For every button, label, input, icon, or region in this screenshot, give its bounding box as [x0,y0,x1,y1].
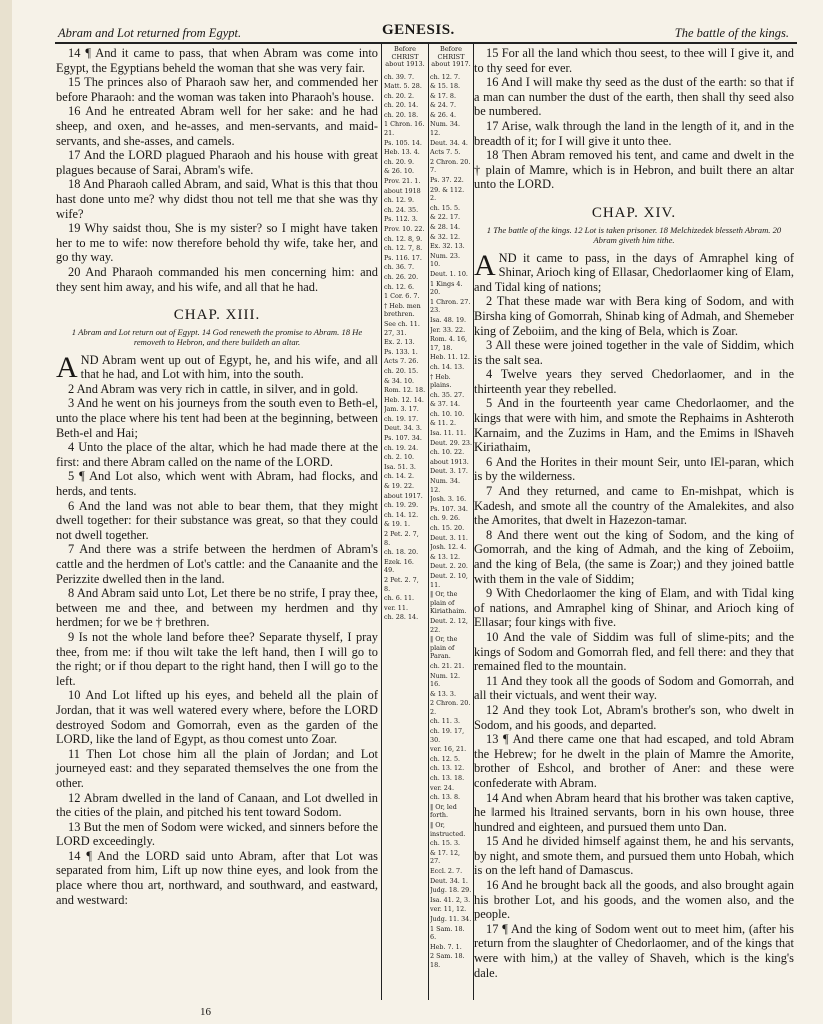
cross-reference: & 17. 12, 27. [430,848,461,866]
cross-reference: ch. 12. 6. [384,282,415,291]
cross-reference: Deut. 2. 12, 22. [430,616,468,634]
cross-reference: Acts 7. 5. [430,148,461,157]
chapter-13-opening-verse [56,350,378,384]
cross-reference: Num. 34. 12. [430,120,460,138]
verse: 10 And the vale of Siddim was full of slime-pits; and the kings of Sodom and Gomorrah fled, and fell there: and they that remained fled to the mountain. [474,629,794,674]
cross-reference: ch. 20. 14. [384,101,419,110]
verse: 6 And the Horites in their mount Seir, unto ‖El-paran, which is by the wilderness. [474,454,794,484]
cross-reference: ch. 12. 8, 9. [384,234,423,243]
cross-reference: ‖ Or, the plain of Paran. [430,635,458,661]
verse: 19 Why saidst thou, She is my sister? so I might have taken her to me to wife: now therefore behold thy wife, take her, and go thy way. [56,221,378,265]
header-rule [55,42,797,44]
text-column-left [56,46,378,907]
cross-reference: Heb. 12. 14. [384,395,424,404]
opening-verse-text: ND Abram went up out of Egypt, he, and his wife, and all that he had, and Lot with him, into the south. [80,352,378,382]
chapter-summary-13: 1 Abram and Lot return out of Egypt. 14 God reneweth the promise to Abram. 18 He removeth to Hebron, and there buildeth an altar. [71,326,363,347]
cross-reference: ch. 21. 21. [430,661,465,670]
verse: 15 And he divided himself against them, he and his servants, by night, and smote them, and pursued them unto Hobah, which is on the left hand of Damascus. [474,834,794,878]
cross-reference: 2 Sam. 18. 18. [430,952,465,969]
cross-reference: ch. 20. 9. [384,157,415,166]
verse: 3 And he went on his journeys from the south even to Beth-el, unto the place where his tent had been at the beginning, between Beth-el and Hai; [56,396,378,440]
cross-reference: ver. 11, 12. [430,905,467,914]
cross-reference: 2 Chron. 20. 7. [430,157,471,175]
cross-reference: Deut. 34. 1. [430,876,468,885]
cross-reference: Rom. 4. 16, 17, 18. [430,335,468,352]
cross-reference: Deut. 34. 3. [384,424,422,433]
cross-reference: ch. 19. 17, 30. [430,727,465,744]
cross-reference: ch. 15. 20. [430,524,465,532]
cross-reference: ch. 36. 7. [384,263,415,272]
verse: 17 Arise, walk through the land in the length of it, and in the breadth of it; for I will give it unto thee. [474,118,794,148]
cross-reference: ‖ Or, the plain of Kiriathaim. [430,590,467,616]
cross-reference: Jer. 33. 22. [430,325,466,334]
ref-heading: Before CHRIST about 1913. [385,46,425,68]
verse: 17 ¶ And the king of Sodom went out to meet him, (after his return from the slaughter of Chedorlaomer, and of the kings that were with him,) at the valley of Shaveh, which is the king's dale. [474,921,794,980]
cross-reference: & 15. 18. [430,82,461,91]
verses-chapter-13 [56,382,378,907]
cross-reference: ch. 12. 7. [430,72,461,81]
cross-reference: ch. 11. 3. [430,717,461,726]
verse: 4 Unto the place of the altar, which he had made there at the first: and there Abram called on the name of the LORD. [56,440,378,469]
cross-reference: ver. 11. [384,603,408,612]
verse: 15 For all the land which thou seest, to thee will I give it, and to thy seed for ever. [474,46,794,75]
cross-reference: 1 Sam. 18. 6. [430,924,465,942]
cross-reference: Ps. 116. 17. [384,253,422,262]
cross-reference: Matt. 5. 28. [384,82,422,91]
cross-reference: Prov. 10. 22. [384,225,425,233]
marginal-references-b [430,46,472,971]
cross-reference: Ps. 107. 34. [430,504,468,513]
cross-reference: 2 Chron. 20. 2. [430,699,471,716]
cross-reference: Heb. 7. 1. [430,942,462,951]
verse: 12 Abram dwelled in the land of Canaan, and Lot dwelled in the cities of the plain, and pitched his tent toward Sodom. [56,790,378,820]
cross-reference: ch. 35. 27. [430,390,465,399]
verse: 13 ¶ And there came one that had escaped, and told Abram the Hebrew; for he dwelt in the plain of Mamre the Amorite, brother of Eshcol, and brother of Aner: and these were confederate with Abram. [474,732,794,790]
cross-reference: & 34. 10. [384,376,415,385]
verse: 5 ¶ And Lot also, which went with Abram, had flocks, and herds, and tents. [56,469,378,499]
cross-reference: ch. 24. 35. [384,205,419,214]
cross-reference: ch. 19. 24. [384,443,419,452]
running-head-left: Abram and Lot returned from Egypt. [58,26,242,40]
cross-reference: Prov. 21. 1. [384,177,421,186]
cross-reference: & 19. 22. [384,482,415,491]
cross-reference: Isa. 41. 2, 3. [430,895,471,904]
cross-reference: ver. 16, 21. [430,745,467,754]
cross-reference: Rom. 12. 18. [384,386,426,395]
cross-reference: ch. 10. 22. [430,448,465,457]
verse: 8 And there went out the king of Sodom, and the king of Gomorrah, and the king of Admah, and the king of Zeboiim, and the king of Bela, (the same is Zoar;) and they joined battle with them in the vale of Siddim; [474,527,794,586]
cross-reference: ch. 15. 5. [430,203,461,212]
cross-reference: 1 Chron. 27. 23. [430,297,471,315]
cross-reference: ‖ Or, instructed. [430,821,466,838]
verse: 13 But the men of Sodom were wicked, and sinners before the LORD exceedingly. [56,819,378,849]
cross-reference: Heb. 13. 4. [384,148,420,157]
verse: 20 And Pharaoh commanded his men concerning him: and they sent him away, and his wife, and all that he had. [56,264,378,294]
cross-reference: about 1917. [384,491,423,500]
text-column-right [474,46,794,980]
cross-reference: Isa. 51. 3. [384,462,416,471]
cross-reference: 2 Pet. 2. 7, 8. [384,530,419,547]
cross-reference: & 13. 12. [430,552,461,561]
cross-reference: ch. 12. 9. [384,196,415,205]
cross-reference: Deut. 2. 10, 11. [430,571,468,589]
cross-reference: Heb. 11. 12. [430,353,470,362]
verse: 11 And they took all the goods of Sodom and Gomorrah, and all their victuals, and went their way. [474,673,794,703]
cross-reference: & 28. 14. [430,223,461,231]
cross-reference: † Heb. men brethren. [384,301,421,319]
cross-reference: Deut. 2. 20. [430,562,468,571]
cross-reference: about 1913. [430,457,469,466]
cross-reference: & 26. 4. [430,110,457,119]
cross-reference: about 1918 [384,186,421,195]
verse: 17 And the LORD plagued Pharaoh and his house with great plagues because of Sarai, Abram's wife. [56,148,378,177]
cross-reference: 1 Cor. 6. 7. [384,292,420,301]
cross-reference: Num. 12. 16. [430,671,460,689]
reference-list [430,73,472,970]
cross-reference: Deut. 3. 17. [430,467,468,476]
cross-reference: ch. 26. 20. [384,272,419,281]
cross-reference: ch. 20. 15. [384,366,419,375]
cross-reference: & 26. 10. [384,167,415,176]
cross-reference: Isa. 11. 11. [430,429,467,438]
column-rule-left [381,44,382,1000]
binding-margin [0,0,12,1024]
cross-reference: ch. 9. 26. [430,514,461,523]
cross-reference: ch. 6. 11. [384,594,415,603]
verse: 9 With Chedorlaomer the king of Elam, and with Tidal king of nations, and Amraphel king of Shinar, and Arioch king of Ellasar; four kings with five. [474,586,794,630]
cross-reference: Ps. 112. 3. [384,215,418,224]
drop-cap: A [56,350,78,384]
running-head-right: The battle of the kings. [674,26,789,40]
cross-reference: ch. 13. 12. [430,764,465,773]
cross-reference: Num. 23. 10. [430,251,460,269]
cross-reference: & 22. 17. [430,213,461,222]
column-rule-middle [428,44,429,1000]
verse: 16 And I will make thy seed as the dust of the earth: so that if a man can number the dust of the earth, then shall thy seed also be numbered. [474,75,794,119]
cross-reference: & 19. 1. [384,520,411,529]
verse: 16 And he brought back all the goods, and also brought again his brother Lot, and his goods, and the women also, and the people. [474,878,794,922]
cross-reference: ch. 13. 8. [430,793,461,802]
cross-reference: ch. 14. 12. [384,510,419,519]
cross-reference: Ps. 133. 1. [384,347,418,356]
cross-reference: ch. 10. 10. [430,409,465,418]
cross-reference: ch. 28. 14. [384,613,419,622]
cross-reference: Ezek. 16. 49. [384,557,414,575]
chapter-summary-14: 1 The battle of the kings. 12 Lot is taken prisoner. 18 Melchizedek blesseth Abram. 20 Abram giveth him tithe. [486,224,782,245]
cross-reference: Ex. 2. 13. [384,338,415,347]
cross-reference: See ch. 11. 27, 31. [384,319,420,337]
chapter-heading-13: CHAP. XIII. [173,307,261,324]
cross-reference: Num. 34. 12. [430,477,460,494]
ref-heading: Before CHRIST about 1917. [431,46,471,68]
cross-reference: ch. 20. 2. [384,91,415,100]
cross-reference: ch. 39. 7. [384,72,415,81]
verse: 7 And there was a strife between the herdmen of Abram's cattle and the herdmen of Lot's cattle: and the Canaanite and the Perizzite dwelled then in the land. [56,542,378,586]
drop-cap: A [474,248,496,282]
cross-reference: Ps. 105. 14. [384,138,422,147]
verse: 3 All these were joined together in the vale of Siddim, which is the salt sea. [474,338,794,367]
cross-reference: Deut. 34. 4. [430,138,468,147]
verse: 2 And Abram was very rich in cattle, in silver, and in gold. [68,381,359,396]
cross-reference: Deut. 3. 11. [430,533,468,542]
verse: 4 Twelve years they served Chedorlaomer, and in the thirteenth year they rebelled. [474,367,794,396]
verse: 8 And Abram said unto Lot, Let there be no strife, I pray thee, between me and thee, and between my herdmen and thy herdmen; for we be † brethren. [56,586,378,630]
verse: 14 ¶ And the LORD said unto Abram, after that Lot was separated from him, Lift up now thine eyes, and look from the place where thou art, northward, and southward, and eastward, and westward: [56,848,378,907]
cross-reference: ch. 15. 3. [430,839,461,848]
marginal-references-a [384,46,426,623]
cross-reference: ‖ Or, led forth. [430,802,457,820]
cross-reference: Ps. 37. 22. [430,176,464,185]
cross-reference: Judg. 11. 34. [430,914,472,923]
chapter-14-opening-verse [474,248,794,295]
verse: 7 And they returned, and came to En-mishpat, which is Kadesh, and smote all the country of the Amalekites, and also the Amorites, that dwelt in Hazezon-tamar. [474,484,794,528]
cross-reference: ver. 24. [430,783,454,792]
verse: 5 And in the fourteenth year came Chedorlaomer, and the kings that were with him, and smote the Rephaims in Ashteroth Karnaim, and the Zuzims in Ham, and the Emims in ‖Shaveh Kiriathaim, [474,396,794,455]
running-head-book: GENESIS. [382,22,455,38]
cross-reference: ch. 2. 10. [384,453,415,462]
cross-reference: & 11. 2. [430,419,457,428]
cross-reference: ch. 18. 20. [384,548,419,557]
cross-reference: & 13. 3. [430,689,457,698]
cross-reference: 29. & 112. 2. [430,185,465,203]
cross-reference: ch. 12. 7, 8. [384,244,423,253]
verse: 2 That these made war with Bera king of Sodom, and with Birsha king of Gomorrah, Shinab king of Admah, and Shemeber king of Zeboiim, and the king of Bela, which is Zoar. [474,294,794,338]
verse: 15 The princes also of Pharaoh saw her, and commended her before Pharaoh: and the woman was taken into Pharaoh's house. [56,75,378,104]
verses-chapter-14 [474,294,794,980]
cross-reference: Acts 7. 26. [384,357,419,366]
cross-reference: ch. 20. 18. [384,110,419,119]
cross-reference: ch. 12. 5. [430,754,461,763]
cross-reference: Jam. 3. 17. [384,405,419,414]
cross-reference: 1 Kings 4. 20. [430,279,463,297]
cross-reference: ch. 19. 29. [384,501,419,510]
opening-verse-text: ND it came to pass, in the days of Amraphel king of Shinar, Arioch king of Ellasar, Chedorlaomer king of Elam, and Tidal king of nations; [474,250,794,294]
verse: 12 And they took Lot, Abram's brother's son, who dwelt in Sodom, and his goods, and departed. [474,702,794,732]
cross-reference: & 24. 7. [430,101,457,110]
cross-reference: Isa. 48. 19. [430,315,467,324]
cross-reference: Ex. 32. 13. [430,242,465,251]
verse: 9 Is not the whole land before thee? Separate thyself, I pray thee, from me: if thou wilt take the left hand, then I will go to the right; or if thou depart to the right hand, then I will go to the left. [56,629,378,688]
cross-reference: Josh. 3. 16. [430,495,467,504]
cross-reference: & 32. 12. [430,232,461,241]
verse: 14 And when Abram heard that his brother was taken captive, he ‖armed his ‖trained servants, born in his own house, three hundred and eighteen, and pursued them unto Dan. [474,790,794,834]
cross-reference: ch. 14. 2. [384,472,415,481]
cross-reference: † Heb. plains. [430,372,452,390]
cross-reference: 2 Pet. 2. 7, 8. [384,575,419,593]
cross-reference: ch. 19. 17. [384,414,419,423]
reference-list [384,73,426,622]
cross-reference: Josh. 12. 4. [430,543,467,552]
verse: 10 And Lot lifted up his eyes, and beheld all the plain of Jordan, that it was well watered every where, before the LORD destroyed Sodom and Gomorrah, even as the garden of the LORD, like the land of Egypt, as thou comest unto Zoar. [56,688,378,747]
verse: 14 ¶ And it came to pass, that when Abram was come into Egypt, the Egyptians beheld the woman that she was very fair. [56,46,378,75]
verses-chapter-13-end [474,46,794,192]
cross-reference: & 17. 8. [430,91,457,100]
verse: 11 Then Lot chose him all the plain of Jordan; and Lot journeyed east: and they separated themselves the one from the other. [56,746,378,790]
cross-reference: Ps. 107. 34. [384,434,422,443]
verses-chapter-12 [56,46,378,294]
verse: 18 Then Abram removed his tent, and came and dwelt in the † plain of Mamre, which is in Hebron, and built there an altar unto the LORD. [474,148,794,192]
cross-reference: Eccl. 2. 7. [430,866,463,875]
verse: 16 And he entreated Abram well for her sake: and he had sheep, and oxen, and he-asses, and men-servants, and maid-servants, and she-asses, and camels. [56,104,378,148]
cross-reference: Deut. 29. 23. [430,438,472,447]
cross-reference: Judg. 18. 29. [430,886,472,895]
cross-reference: ch. 13. 18. [430,774,465,783]
page-number: 16 [200,1006,211,1018]
verse: 18 And Pharaoh called Abram, and said, What is this that thou hast done unto me? why didst thou not tell me that she was thy wife? [56,177,378,221]
cross-reference: & 37. 14. [430,400,461,409]
cross-reference: ch. 14. 13. [430,362,465,371]
cross-reference: Deut. 1. 10. [430,269,468,278]
verse: 6 And the land was not able to bear them, that they might dwell together: for their substance was great, so that they could not dwell together. [56,498,378,542]
chapter-heading-14: CHAP. XIV. [591,204,677,221]
cross-reference: 1 Chron. 16. 21. [384,120,425,138]
